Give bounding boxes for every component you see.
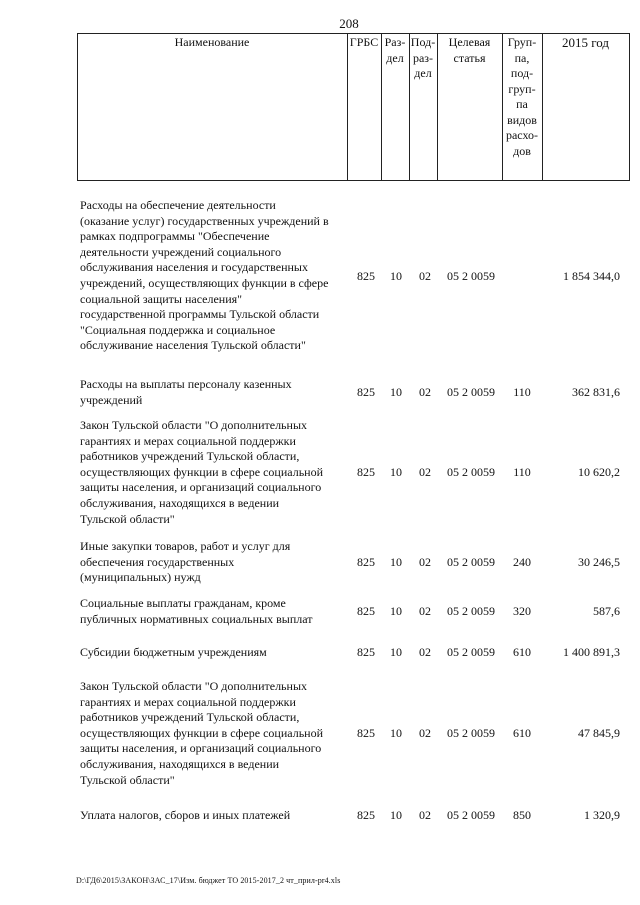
row-target: 05 2 0059 — [447, 645, 495, 659]
row-razdel: 10 — [390, 269, 402, 283]
column-divider — [347, 33, 348, 181]
row-razdel: 10 — [390, 604, 402, 618]
row-grbs: 825 — [357, 385, 375, 399]
row-target: 05 2 0059 — [447, 555, 495, 569]
row-podrazdel: 02 — [419, 808, 431, 822]
row-name: Расходы на выплаты персоналу казенных учреждений — [80, 377, 292, 407]
row-grbs: 825 — [357, 555, 375, 569]
header-razdel: Раз- дел — [384, 35, 406, 65]
header-target-article: Целевая статья — [448, 35, 491, 65]
row-grbs: 825 — [357, 269, 375, 283]
row-amount: 1 400 891,3 — [563, 645, 620, 659]
row-amount: 1 854 344,0 — [563, 269, 620, 283]
row-podrazdel: 02 — [419, 465, 431, 479]
column-divider — [629, 33, 630, 181]
row-grbs: 825 — [357, 465, 375, 479]
row-target: 05 2 0059 — [447, 808, 495, 822]
row-name: Социальные выплаты гражданам, кроме публичных нормативных социальных выплат — [80, 596, 313, 626]
row-group: 850 — [513, 808, 531, 822]
page-number: 208 — [339, 16, 359, 31]
row-razdel: 10 — [390, 726, 402, 740]
row-amount: 10 620,2 — [578, 465, 620, 479]
row-name: Уплата налогов, сборов и иных платежей — [80, 808, 291, 822]
row-amount: 362 831,6 — [572, 385, 620, 399]
file-path-footer: D:\ГД6\2015\ЗАКОН\ЗАС_17\Изм. бюджет ТО 2015-2017_2 чт_прил-pr4.xls — [76, 876, 341, 885]
row-grbs: 825 — [357, 808, 375, 822]
header-grbs: ГРБС — [349, 35, 379, 49]
header-expense-group: Груп- па, под- груп- па видов расхо- дов — [505, 35, 539, 158]
header-name: Наименование — [174, 35, 250, 49]
row-group: 320 — [513, 604, 531, 618]
header-bottom-border — [77, 180, 630, 181]
row-podrazdel: 02 — [419, 269, 431, 283]
row-group: 240 — [513, 555, 531, 569]
row-name: Закон Тульской области "О дополнительных гарантиях и мерах социальной поддержки работников учреждений Тульской области, осуществляющих функции в сфере социальной защиты населения, и организаций социального обслуживания, находящихся в ведении Тульской области" — [80, 679, 324, 787]
row-razdel: 10 — [390, 808, 402, 822]
row-amount: 587,6 — [593, 604, 620, 618]
row-target: 05 2 0059 — [447, 726, 495, 740]
row-grbs: 825 — [357, 726, 375, 740]
row-grbs: 825 — [357, 645, 375, 659]
column-divider — [77, 33, 78, 181]
row-name: Иные закупки товаров, работ и услуг для обеспечения государственных (муниципальных) нужд — [80, 539, 291, 585]
row-razdel: 10 — [390, 645, 402, 659]
row-podrazdel: 02 — [419, 604, 431, 618]
row-target: 05 2 0059 — [447, 604, 495, 618]
row-target: 05 2 0059 — [447, 385, 495, 399]
row-podrazdel: 02 — [419, 555, 431, 569]
row-amount: 1 320,9 — [584, 808, 620, 822]
row-group: 110 — [513, 385, 531, 399]
row-amount: 30 246,5 — [578, 555, 620, 569]
header-year: 2015 год — [562, 35, 609, 50]
row-razdel: 10 — [390, 555, 402, 569]
row-group: 610 — [513, 726, 531, 740]
header-podrazdel: Под- раз- дел — [410, 35, 436, 80]
column-divider — [542, 33, 543, 181]
row-amount: 47 845,9 — [578, 726, 620, 740]
row-podrazdel: 02 — [419, 645, 431, 659]
table-top-border — [77, 33, 630, 34]
row-grbs: 825 — [357, 604, 375, 618]
row-name: Расходы на обеспечение деятельности (оказание услуг) государственных учреждений в рамках подпрограммы "Обеспечение деятельности учреждений социального обслуживания населения и государственных учреждений, осуществляющих функции в сфере социальной защиты населения" государственной программы Тульской области "Социальная поддержка и социальное обслуживание населения Тульской области" — [80, 198, 329, 353]
row-razdel: 10 — [390, 465, 402, 479]
row-name: Субсидии бюджетным учреждениям — [80, 645, 267, 659]
row-name: Закон Тульской области "О дополнительных гарантиях и мерах социальной поддержки работников учреждений Тульской области, осуществляющих функции в сфере социальной защиты населения, и организаций социального обслуживания, находящихся в ведении Тульской области" — [80, 418, 324, 526]
row-podrazdel: 02 — [419, 385, 431, 399]
row-razdel: 10 — [390, 385, 402, 399]
row-group: 610 — [513, 645, 531, 659]
row-target: 05 2 0059 — [447, 465, 495, 479]
row-podrazdel: 02 — [419, 726, 431, 740]
row-group: 110 — [513, 465, 531, 479]
row-target: 05 2 0059 — [447, 269, 495, 283]
